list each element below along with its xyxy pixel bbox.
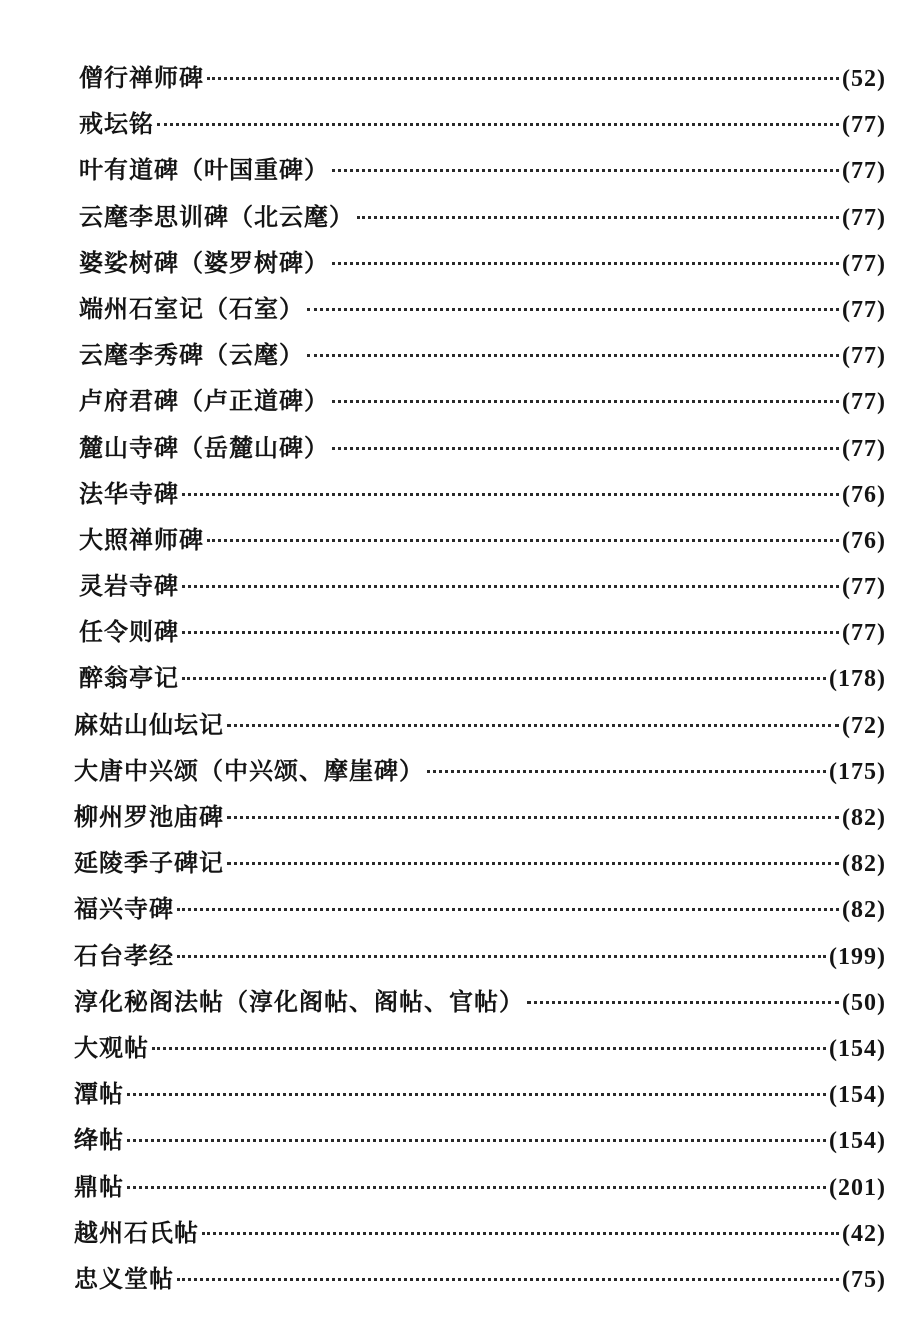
page-number: (77) [842,296,886,323]
page-number: (77) [842,158,886,185]
toc-entry [74,933,886,979]
entry-title: 任令则碑 [79,617,179,647]
entry-title: 淳化秘阁法帖（淳化阁帖、阁帖、官帖） [74,986,524,1016]
dot-leader [332,399,839,403]
entry-title: 卢府君碑（卢正道碑） [79,386,329,416]
dot-leader [182,492,839,496]
entry-title: 大唐中兴颂（中兴颂、摩崖碑） [74,755,424,785]
dot-leader [177,954,826,958]
page-number: (77) [842,389,886,416]
page-number: (82) [842,851,886,878]
entry-title: 叶有道碑（叶国重碑） [79,155,329,185]
entry-title: 婆娑树碑（婆罗树碑） [79,247,329,277]
page-number: (50) [842,989,886,1016]
toc-entry [74,471,886,517]
toc-entry [74,979,886,1025]
page-number: (82) [842,805,886,831]
dot-leader [332,446,839,450]
page-number: (77) [842,250,886,277]
toc-entry [74,286,886,332]
toc-entry [74,1117,886,1163]
page-number: (199) [829,943,886,970]
dot-leader [177,907,839,911]
toc-entry [74,332,886,378]
toc-entry [74,609,886,655]
dot-leader [227,815,839,819]
table-of-contents [74,55,886,1302]
page-number: (77) [842,343,886,370]
entry-title: 法华寺碑 [79,478,179,508]
page-number: (42) [842,1220,886,1247]
toc-entry [74,840,886,886]
entry-title: 石台孝经 [74,940,174,970]
dot-leader [177,1277,839,1281]
toc-entry [74,1071,886,1117]
dot-leader [427,769,826,773]
page-number: (82) [842,897,886,924]
entry-title: 大照禅师碑 [79,524,204,554]
toc-entry [74,194,886,240]
dot-leader [127,1138,826,1142]
dot-leader [332,168,839,172]
entry-title: 越州石氏帖 [74,1217,199,1247]
dot-leader [307,307,839,311]
page-number: (77) [842,620,886,647]
entry-title: 福兴寺碑 [74,894,174,924]
page-number: (75) [842,1266,886,1293]
dot-leader [207,76,839,80]
page-number: (154) [829,1035,886,1062]
toc-entry [74,655,886,701]
dot-leader [182,630,839,634]
entry-title: 延陵季子碑记 [74,848,224,878]
entry-title: 麓山寺碑（岳麓山碑） [79,432,329,462]
toc-entry [74,1164,886,1210]
entry-title: 醉翁亭记 [79,663,179,693]
entry-title: 云麾李思训碑（北云麾） [79,201,354,231]
entry-title: 麻姑山仙坛记 [74,709,224,739]
dot-leader [357,215,839,219]
entry-title: 忠义堂帖 [74,1263,174,1293]
dot-leader [527,1000,839,1004]
page-number: (77) [842,435,886,462]
page-number: (52) [842,66,886,92]
dot-leader [157,122,839,126]
entry-title: 鼎帖 [74,1171,124,1201]
dot-leader [182,584,839,588]
toc-entry [74,794,886,840]
toc-entry [74,563,886,609]
page-number: (77) [842,574,886,601]
dot-leader [307,353,839,357]
entry-title: 僧行禅师碑 [79,63,204,92]
entry-title: 灵岩寺碑 [79,571,179,601]
toc-entry [74,240,886,286]
dot-leader [332,261,839,265]
page-number: (72) [842,712,886,739]
entry-title: 端州石室记（石室） [79,293,304,323]
page-number: (154) [829,1128,886,1155]
dot-leader [207,538,839,542]
toc-entry [74,425,886,471]
toc-entry [74,1025,886,1071]
toc-entry [74,378,886,424]
toc-entry [74,101,886,147]
entry-title: 柳州罗池庙碑 [74,802,224,831]
dot-leader [152,1046,826,1050]
page-number: (178) [829,666,886,693]
toc-entry [74,147,886,193]
page-number: (154) [829,1082,886,1109]
page-number: (175) [829,758,886,785]
toc-entry [74,702,886,748]
page-number: (201) [829,1174,886,1201]
dot-leader [227,723,839,727]
dot-leader [202,1231,839,1235]
toc-entry [74,1256,886,1302]
entry-title: 云麾李秀碑（云麾） [79,340,304,370]
toc-entry [74,748,886,794]
page-number: (77) [842,112,886,139]
entry-title: 潭帖 [74,1079,124,1109]
page-number: (76) [842,527,886,554]
toc-entry [74,55,886,101]
page-number: (77) [842,204,886,231]
entry-title: 绛帖 [74,1125,124,1155]
toc-entry [74,517,886,563]
dot-leader [182,676,826,680]
dot-leader [127,1092,826,1096]
entry-title: 大观帖 [74,1032,149,1062]
toc-entry [74,1210,886,1256]
dot-leader [227,861,839,865]
entry-title: 戒坛铭 [79,109,154,139]
toc-entry [74,886,886,932]
page-number: (76) [842,481,886,508]
dot-leader [127,1185,826,1189]
